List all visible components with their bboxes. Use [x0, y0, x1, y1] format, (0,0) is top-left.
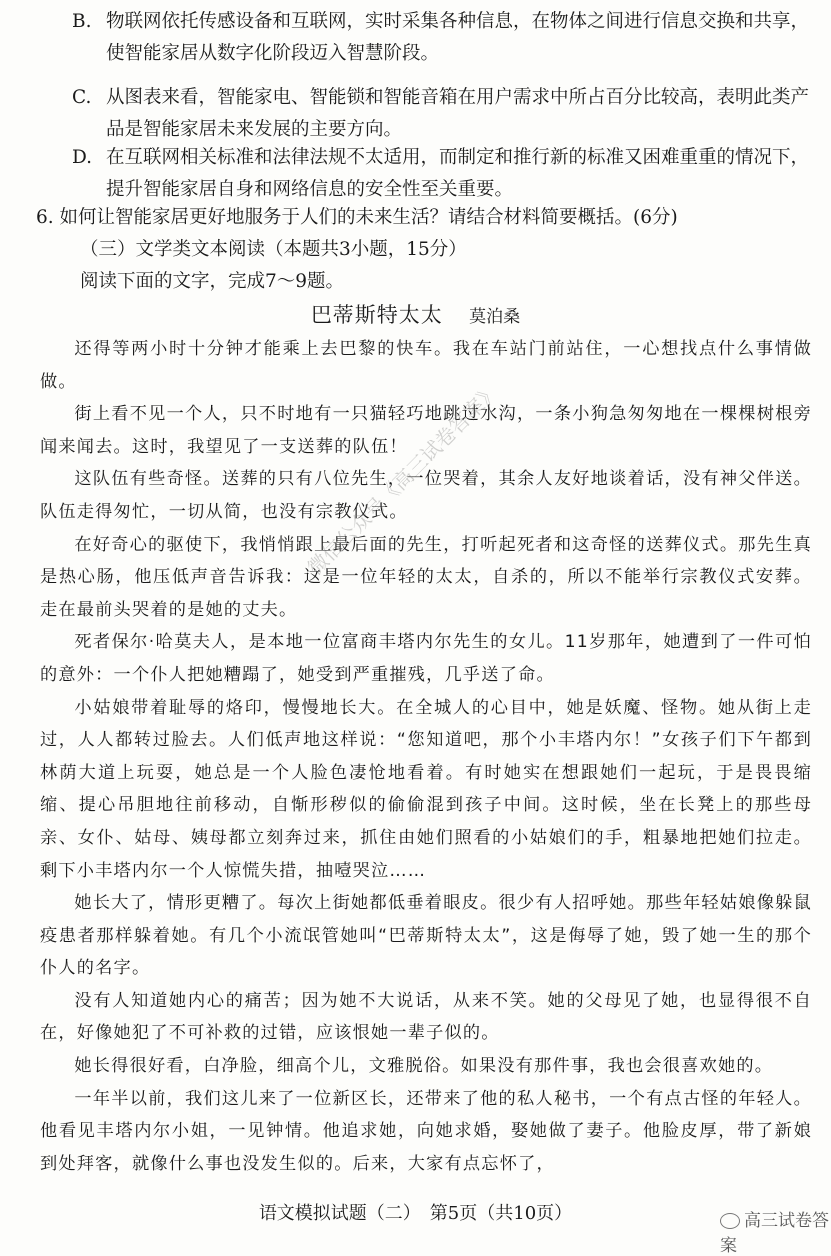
story-paragraph: 这队伍有些奇怪。送葬的只有八位先生，一位哭着，其余人友好地谈着话，没有神父伴送。队伍走得匆忙，一切从简，也没有宗教仪式。 [40, 469, 812, 522]
story-paragraph: 一年半以前，我们这儿来了一位新区长，还带来了他的私人秘书，一个有点古怪的年轻人。他看见丰塔内尔小姐，一见钟情。他追求她，向她求婚，娶她做了妻子。他脸皮厚，带了新娘到处拜客，就像什么事也没发生似的。后来，大家有点忘怀了， [40, 1088, 812, 1174]
option-c [72, 82, 812, 146]
story-paragraph: 街上看不见一个人，只不时地有一只猫轻巧地跳过水沟，一条小狗急匆匆地在一棵棵树根旁闻来闻去。这时，我望见了一支送葬的队伍！ [40, 404, 812, 457]
story-author: 莫泊桑 [469, 307, 521, 327]
diagonal-watermark: 微信公众号《高三试卷答案》 [302, 378, 504, 580]
question-6: 6. 如何让智能家居更好地服务于人们的未来生活？请结合材料简要概括。(6分) [36, 207, 678, 228]
corner-watermark [720, 1206, 831, 1256]
option-b-text: 物联网依托传感设备和互联网，实时采集各种信息，在物体之间进行信息交换和共享，使智能家居从数字化阶段迈入智慧阶段。 [106, 11, 810, 64]
option-d-label: D. [72, 147, 93, 168]
story-paragraph: 她长得很好看，白净脸，细高个儿，文雅脱俗。如果没有那件事，我也会很喜欢她的。 [74, 1056, 774, 1077]
option-d [72, 142, 812, 206]
option-c-text: 从图表来看，智能家电、智能锁和智能音箱在用户需求中所占百分比较高，表明此类产品是智能家居未来发展的主要方向。 [106, 87, 810, 140]
option-b-label: B. [72, 11, 92, 32]
section-heading: （三）文学类文本阅读（本题共3小题，15分） [80, 239, 467, 260]
story-title: 巴蒂斯特太太 [310, 303, 443, 327]
story-paragraph: 小姑娘带着耻辱的烙印，慢慢地长大。在全城人的心目中，她是妖魔、怪物。她从街上走过，人人都转过脸去。人们低声地这样说：“您知道吧，那个小丰塔内尔！”女孩子们下午都到林荫大道上玩耍，她总是一个人脸色凄怆地看着。有时她实在想跟她们一起玩，于是畏畏缩缩、提心吊胆地往前移动，自惭形秽似的偷偷混到孩子中间。这时候，坐在长凳上的那些母亲、女仆、姑母、姨母都立刻奔过来，抓住由她们照看的小姑娘们的手，粗暴地把她们拉走。剩下小丰塔内尔一个人惊慌失措，抽噎哭泣…… [40, 697, 812, 881]
option-d-text: 在互联网相关标准和法律法规不太适用，而制定和推行新的标准又困难重重的情况下，提升智能家居自身和网络信息的安全性至关重要。 [106, 147, 810, 200]
corner-watermark-text: 高三试卷答案 [720, 1211, 829, 1256]
story-paragraph: 还得等两小时十分钟才能乘上去巴黎的快车。我在车站门前站住，一心想找点什么事情做做。 [40, 339, 812, 392]
reading-instruction: 阅读下面的文字，完成7～9题。 [80, 271, 345, 292]
wechat-icon [720, 1213, 740, 1229]
story-paragraph: 她长大了，情形更糟了。每次上街她都低垂着眼皮。很少有人招呼她。那些年轻姑娘像躲鼠疫患者那样躲着她。有几个小流氓管她叫“巴蒂斯特太太”，这是侮辱了她，毁了她一生的那个仆人的名字。 [40, 893, 812, 979]
story-paragraph: 在好奇心的驱使下，我悄悄跟上最后面的先生，打听起死者和这奇怪的送葬仪式。那先生真是热心肠，他压低声音告诉我：这是一位年轻的太太，自杀的，所以不能举行宗教仪式安葬。走在最前头哭着的是她的丈夫。 [40, 534, 812, 620]
option-b [72, 6, 812, 70]
story-paragraph: 没有人知道她内心的痛苦；因为她不大说话，从来不笑。她的父母见了她，也显得很不自在，好像她犯了不可补救的过错，应该恨她一辈子似的。 [40, 990, 812, 1044]
option-c-label: C. [72, 87, 92, 108]
story-body [40, 333, 812, 1180]
story-title-row [0, 298, 831, 334]
story-paragraph: 死者保尔·哈莫夫人，是本地一位富商丰塔内尔先生的女儿。11岁那年，她遭到了一件可怕的意外：一个仆人把她糟蹋了，她受到严重摧残，几乎送了命。 [40, 632, 812, 685]
page-footer: 语文模拟试题（二） 第5页（共10页） [258, 1203, 573, 1224]
